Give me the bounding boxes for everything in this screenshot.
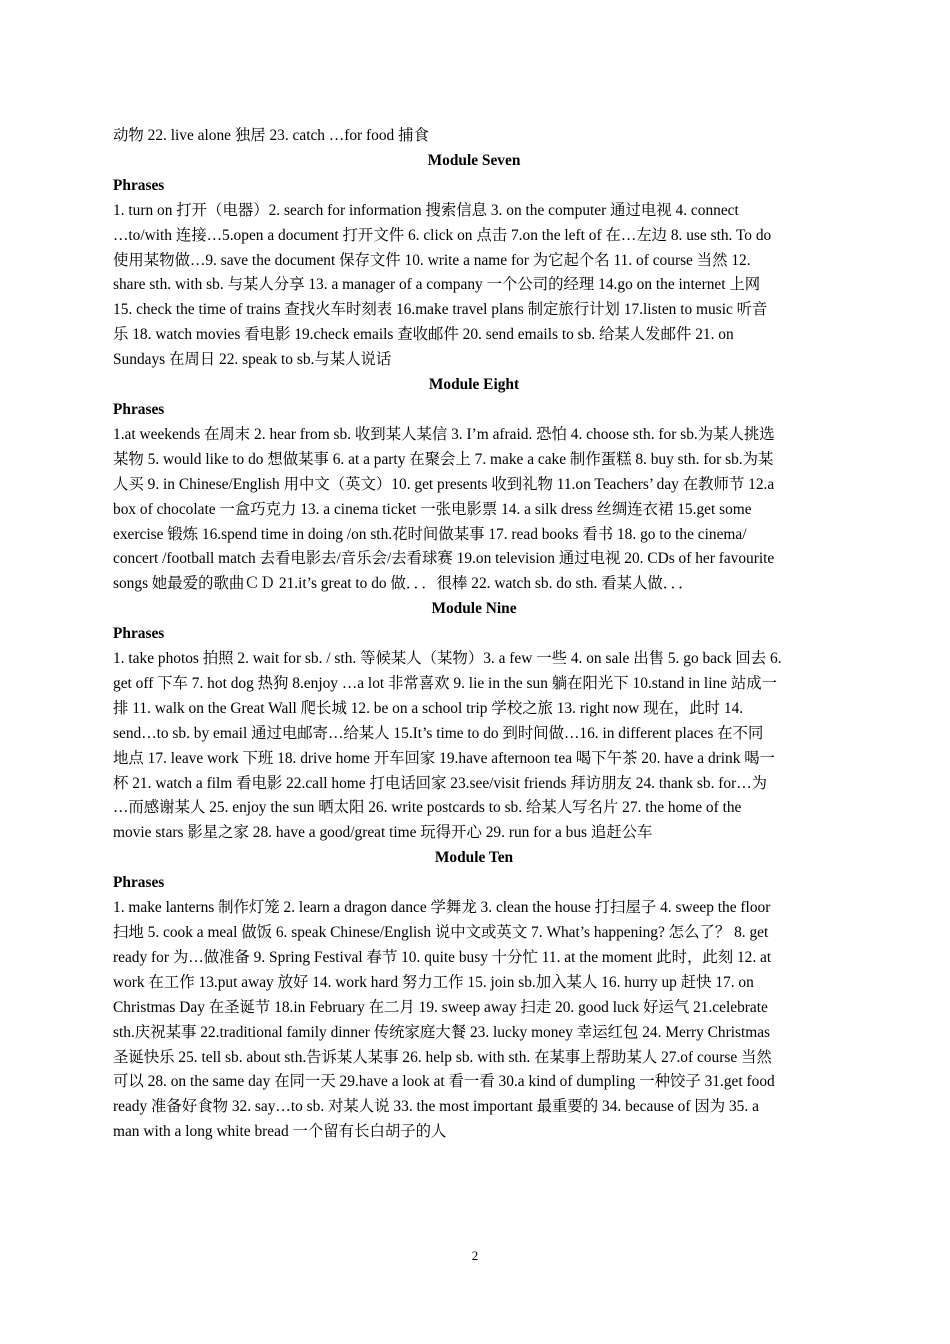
phrase-line: 可以 28. on the same day 在同一天 29.have a look at 看一看 30.a kind of dumpling 一种饺子 31.get food [113, 1073, 775, 1091]
module-title: Module Eight [428, 376, 520, 394]
phrase-line: 扫地 5. cook a meal 做饭 6. speak Chinese/English 说中文或英文 7. What’s happening? 怎么了？ 8. get [113, 924, 769, 941]
phrase-line: …to/with 连接…5.open a document 打开文件 6. click on 点击 7.on the left of 在…左边 8. use sth. To do [113, 226, 772, 244]
phrase-line: ready 准备好食物 32. say…to sb. 对某人说 33. the most important 最重要的 34. because of 因为 35. a [113, 1098, 759, 1116]
phrase-line: 1. turn on 打开（电器）2. search for information 搜索信息 3. on the computer 通过电视 4. connect [113, 201, 739, 219]
phrase-line: send…to sb. by email 通过电邮寄…给某人 15.It’s time to do 到时间做…16. in different places 在不同 [113, 724, 764, 742]
module-title: Module Seven [427, 151, 521, 169]
phrase-line: 乐 18. watch movies 看电影 19.check emails 查收邮件 20. send emails to sb. 给某人发邮件 21. on [113, 326, 734, 344]
phrase-line: 使用某物做…9. save the document 保存文件 10. write a name for 为它起个名 11. of course 当然 12. [113, 251, 751, 269]
phrase-line: ready for 为…做准备 9. Spring Festival 春节 10. quite busy 十分忙 11. at the moment 此时，此刻 12. at [113, 948, 772, 966]
phrase-line: 15. check the time of trains 查找火车时刻表 16.make travel plans 制定旅行计划 17.listen to music 听音 [113, 301, 768, 319]
phrase-line: exercise 锻炼 16.spend time in doing /on sth.花时间做某事 17. read books 看书 18. go to the cinema/ [113, 525, 747, 543]
document-page [113, 124, 835, 1145]
phrase-line: share sth. with sb. 与某人分享 13. a manager of a company 一个公司的经理 14.go on the internet 上网 [113, 276, 761, 294]
page-number: 2 [471, 1248, 479, 1263]
phrase-line: 人买 9. in Chinese/English 用中文（英文）10. get presents 收到礼物 11.on Teachers’ day 在教师节 12.a [113, 475, 775, 493]
section-subtitle: Phrases [113, 625, 165, 643]
phrase-line: 地点 17. leave work 下班 18. drive home 开车回家 19.have afternoon tea 喝下午茶 20. have a drink 喝一 [113, 749, 776, 767]
phrase-line: man with a long white bread 一个留有长白胡子的人 [113, 1123, 447, 1141]
phrase-line: concert /football match 去看电影去/音乐会/去看球赛 19.on television 通过电视 20. CDs of her favourite [113, 550, 775, 568]
phrase-line: 1. make lanterns 制作灯笼 2. learn a dragon dance 学舞龙 3. clean the house 打扫屋子 4. sweep the floor [113, 899, 771, 917]
section-subtitle: Phrases [113, 874, 165, 892]
module-title: Module Ten [434, 849, 514, 867]
phrase-line: songs 她最爱的歌曲ＣＤ 21.it’s great to do 做．．．很棒 22. watch sb. do sth. 看某人做．．． [113, 575, 694, 593]
phrase-line: work 在工作 13.put away 放好 14. work hard 努力工作 15. join sb.加入某人 16. hurry up 赶快 17. on [113, 973, 754, 991]
phrase-line: movie stars 影星之家 28. have a good/great time 玩得开心 29. run for a bus 追赶公车 [113, 824, 653, 842]
phrase-line: 排 11. walk on the Great Wall 爬长城 12. be on a school trip 学校之旅 13. right now 现在，此时 14. [113, 699, 744, 717]
phrase-line: box of chocolate 一盒巧克力 13. a cinema ticket 一张电影票 14. a silk dress 丝绸连衣裙 15.get some [113, 500, 752, 518]
phrase-line: …而感谢某人 25. enjoy the sun 晒太阳 26. write postcards to sb. 给某人写名片 27. the home of the [113, 799, 742, 817]
phrase-line: 圣诞快乐 25. tell sb. about sth.告诉某人某事 26. help sb. with sth. 在某事上帮助某人 27.of course 当然 [113, 1048, 772, 1066]
section-subtitle: Phrases [113, 176, 165, 194]
phrase-line: 杯 21. watch a film 看电影 22.call home 打电话回家 23.see/visit friends 拜访朋友 24. thank sb. for…为 [113, 774, 768, 792]
phrase-line: Christmas Day 在圣诞节 18.in February 在二月 19. sweep away 扫走 20. good luck 好运气 21.celebrate [113, 998, 768, 1016]
section-subtitle: Phrases [113, 400, 165, 418]
intro-line: 动物 22. live alone 独居 23. catch …for food 捕食 [113, 127, 429, 144]
phrase-line: 1.at weekends 在周末 2. hear from sb. 收到某人某信 3. I’m afraid. 恐怕 4. choose sth. for sb.为某人挑选 [113, 425, 775, 443]
module-title: Module Nine [431, 600, 517, 618]
phrase-line: get off 下车 7. hot dog 热狗 8.enjoy …a lot 非常喜欢 9. lie in the sun 躺在阳光下 10.stand in line 站成一 [113, 674, 778, 692]
phrase-line: sth.庆祝某事 22.traditional family dinner 传统家庭大餐 23. lucky money 幸运红包 24. Merry Christmas [113, 1023, 771, 1041]
phrase-line: Sundays 在周日 22. speak to sb.与某人说话 [113, 351, 392, 369]
phrase-line: 某物 5. would like to do 想做某事 6. at a party 在聚会上 7. make a cake 制作蛋糕 8. buy sth. for sb.为某 [113, 450, 774, 468]
phrase-line: 1. take photos 拍照 2. wait for sb. / sth. 等候某人（某物）3. a few 一些 4. on sale 出售 5. go back 回去 6. [113, 650, 782, 668]
